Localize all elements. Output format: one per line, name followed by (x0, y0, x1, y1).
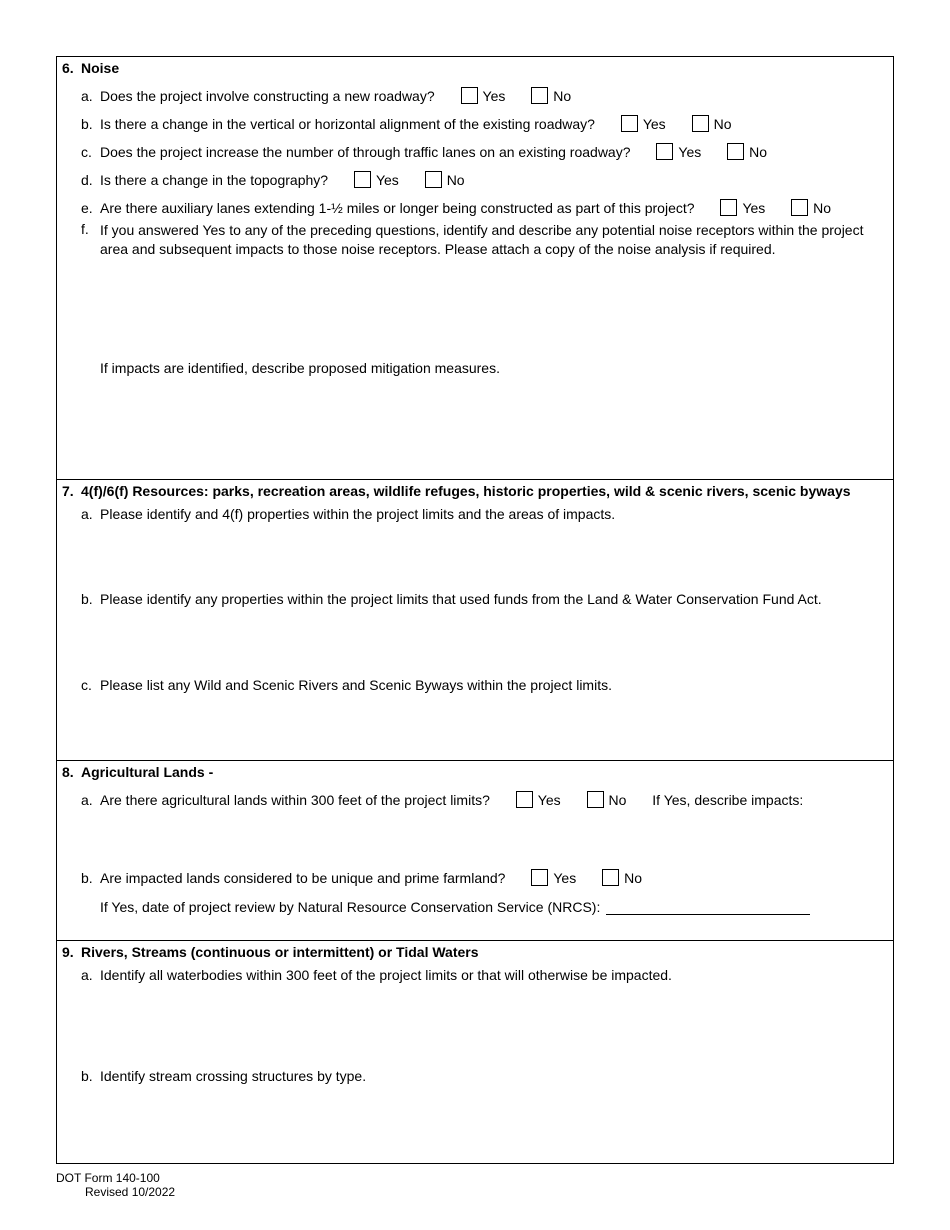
noise-d-no-checkbox[interactable] (425, 171, 442, 188)
checkbox-option[interactable] (587, 792, 627, 810)
text-label: 6. (62, 60, 74, 76)
noise-a-yes-checkbox[interactable] (461, 87, 478, 104)
section-9-title (62, 944, 479, 960)
text-label: Yes (537, 792, 561, 808)
resources-question-c (81, 677, 612, 693)
noise-question-f (81, 221, 870, 259)
noise-a-no-checkbox[interactable] (531, 87, 548, 104)
checkbox-option[interactable] (656, 144, 701, 162)
noise-question-d (81, 172, 465, 190)
text-label: No (553, 88, 572, 104)
noise-e-no-checkbox[interactable] (791, 199, 808, 216)
section-6-title (62, 60, 119, 76)
text-label: 4(f)/6(f) Resources: parks, recreation areas, wildlife refuges, historic properties, wild & scenic rivers, scenic byways (81, 483, 851, 499)
noise-d-yes-checkbox[interactable] (354, 171, 371, 188)
text-label: Identify stream crossing structures by type. (100, 1068, 367, 1084)
section-7-title (62, 483, 851, 499)
text-label: Does the project increase the number of through traffic lanes on an existing roadway? (100, 144, 631, 160)
noise-c-yes-checkbox[interactable] (656, 143, 673, 160)
checkbox-option[interactable] (720, 200, 765, 218)
noise-question-c (81, 144, 767, 162)
text-label: Yes (482, 88, 506, 104)
text-label: Yes (375, 172, 399, 188)
agricultural-question-b (81, 870, 642, 888)
checkbox-option[interactable] (461, 88, 506, 106)
text-label: If you answered Yes to any of the preceding questions, identify and describe any potential noise receptors within the project area and subsequent impacts to those noise receptors. Please attach a copy of the noise analysis if required. (100, 222, 864, 257)
checkbox-option[interactable] (621, 116, 666, 134)
checkbox-option[interactable] (516, 792, 561, 810)
waters-question-a (81, 967, 672, 983)
agri-a-yes-checkbox[interactable] (516, 791, 533, 808)
agricultural-question-a (81, 792, 803, 810)
text-label: Please identify any properties within the project limits that used funds from the Land & Water Conservation Fund Act. (100, 591, 822, 607)
text-label: No (608, 792, 627, 808)
checkbox-option[interactable] (354, 172, 399, 190)
text-label: Yes (553, 870, 577, 886)
text-label: 9. (62, 944, 74, 960)
form-revision: Revised 10/2022 (85, 1185, 176, 1199)
text-label: If Yes, describe impacts: (652, 792, 804, 808)
text-label: a. (81, 506, 93, 522)
text-label: b. (81, 591, 93, 607)
nrcs-date-field[interactable] (606, 900, 810, 915)
text-label: Are there auxiliary lanes extending 1-½ miles or longer being constructed as part of this project? (100, 200, 695, 216)
text-label: Yes (742, 200, 766, 216)
noise-b-no-checkbox[interactable] (692, 115, 709, 132)
text-label: b. (81, 1068, 93, 1084)
text-label: No (624, 870, 642, 886)
noise-c-no-checkbox[interactable] (727, 143, 744, 160)
text-label: e. (81, 200, 93, 216)
form-footer (56, 1171, 175, 1199)
checkbox-option[interactable] (727, 144, 767, 162)
text-label: No (713, 116, 732, 132)
text-label: Noise (81, 60, 120, 76)
noise-question-a (81, 88, 571, 106)
checkbox-option[interactable] (531, 870, 576, 888)
form-number: DOT Form 140-100 (56, 1171, 160, 1185)
text-label: a. (81, 967, 93, 983)
section-divider (57, 940, 893, 941)
text-label: d. (81, 172, 93, 188)
text-label: Please identify and 4(f) properties within the project limits and the areas of impacts. (100, 506, 616, 522)
text-label: No (446, 172, 465, 188)
text-label: Is there a change in the vertical or horizontal alignment of the existing roadway? (100, 116, 595, 132)
text-label: a. (81, 792, 93, 808)
text-label: a. (81, 88, 93, 104)
text-label: If Yes, date of project review by Natural Resource Conservation Service (NRCS): (100, 899, 601, 915)
text-label: 8. (62, 764, 74, 780)
text-label: Agricultural Lands - (81, 764, 214, 780)
text-label: Please list any Wild and Scenic Rivers and Scenic Byways within the project limits. (100, 677, 612, 693)
text-label: Is there a change in the topography? (100, 172, 329, 188)
waters-question-b (81, 1068, 366, 1084)
noise-b-yes-checkbox[interactable] (621, 115, 638, 132)
agri-a-no-checkbox[interactable] (587, 791, 604, 808)
text-label: c. (81, 677, 92, 693)
text-label: 7. (62, 483, 74, 499)
text-label: No (749, 144, 768, 160)
noise-e-yes-checkbox[interactable] (720, 199, 737, 216)
checkbox-option[interactable] (425, 172, 465, 190)
form-box (56, 56, 894, 1164)
text-label: Are there agricultural lands within 300 feet of the project limits? (100, 792, 490, 808)
section-8-title (62, 764, 213, 780)
nrcs-review-row (100, 899, 810, 915)
noise-question-b (81, 116, 731, 134)
section-divider (57, 479, 893, 480)
checkbox-option[interactable] (692, 116, 732, 134)
noise-mitigation-prompt: If impacts are identified, describe proposed mitigation measures. (100, 360, 500, 376)
text-label: Does the project involve constructing a new roadway? (100, 88, 435, 104)
text-label: b. (81, 116, 93, 132)
text-label: Identify all waterbodies within 300 feet of the project limits or that will otherwise be impacted. (100, 967, 672, 983)
section-divider (57, 760, 893, 761)
checkbox-option[interactable] (531, 88, 571, 106)
resources-question-b (81, 591, 822, 607)
text-label: Yes (678, 144, 702, 160)
text-label: b. (81, 870, 93, 886)
checkbox-option[interactable] (602, 870, 642, 888)
checkbox-option[interactable] (791, 200, 831, 218)
text-label: No (813, 200, 832, 216)
resources-question-a (81, 506, 615, 522)
agri-b-yes-checkbox[interactable] (531, 869, 548, 886)
agri-b-no-checkbox[interactable] (602, 869, 619, 886)
noise-question-e (81, 200, 831, 218)
text-label: c. (81, 144, 92, 160)
text-label: Are impacted lands considered to be unique and prime farmland? (100, 870, 506, 886)
text-label: f. (81, 221, 89, 237)
text-label: Rivers, Streams (continuous or intermittent) or Tidal Waters (81, 944, 479, 960)
text-label: Yes (642, 116, 666, 132)
